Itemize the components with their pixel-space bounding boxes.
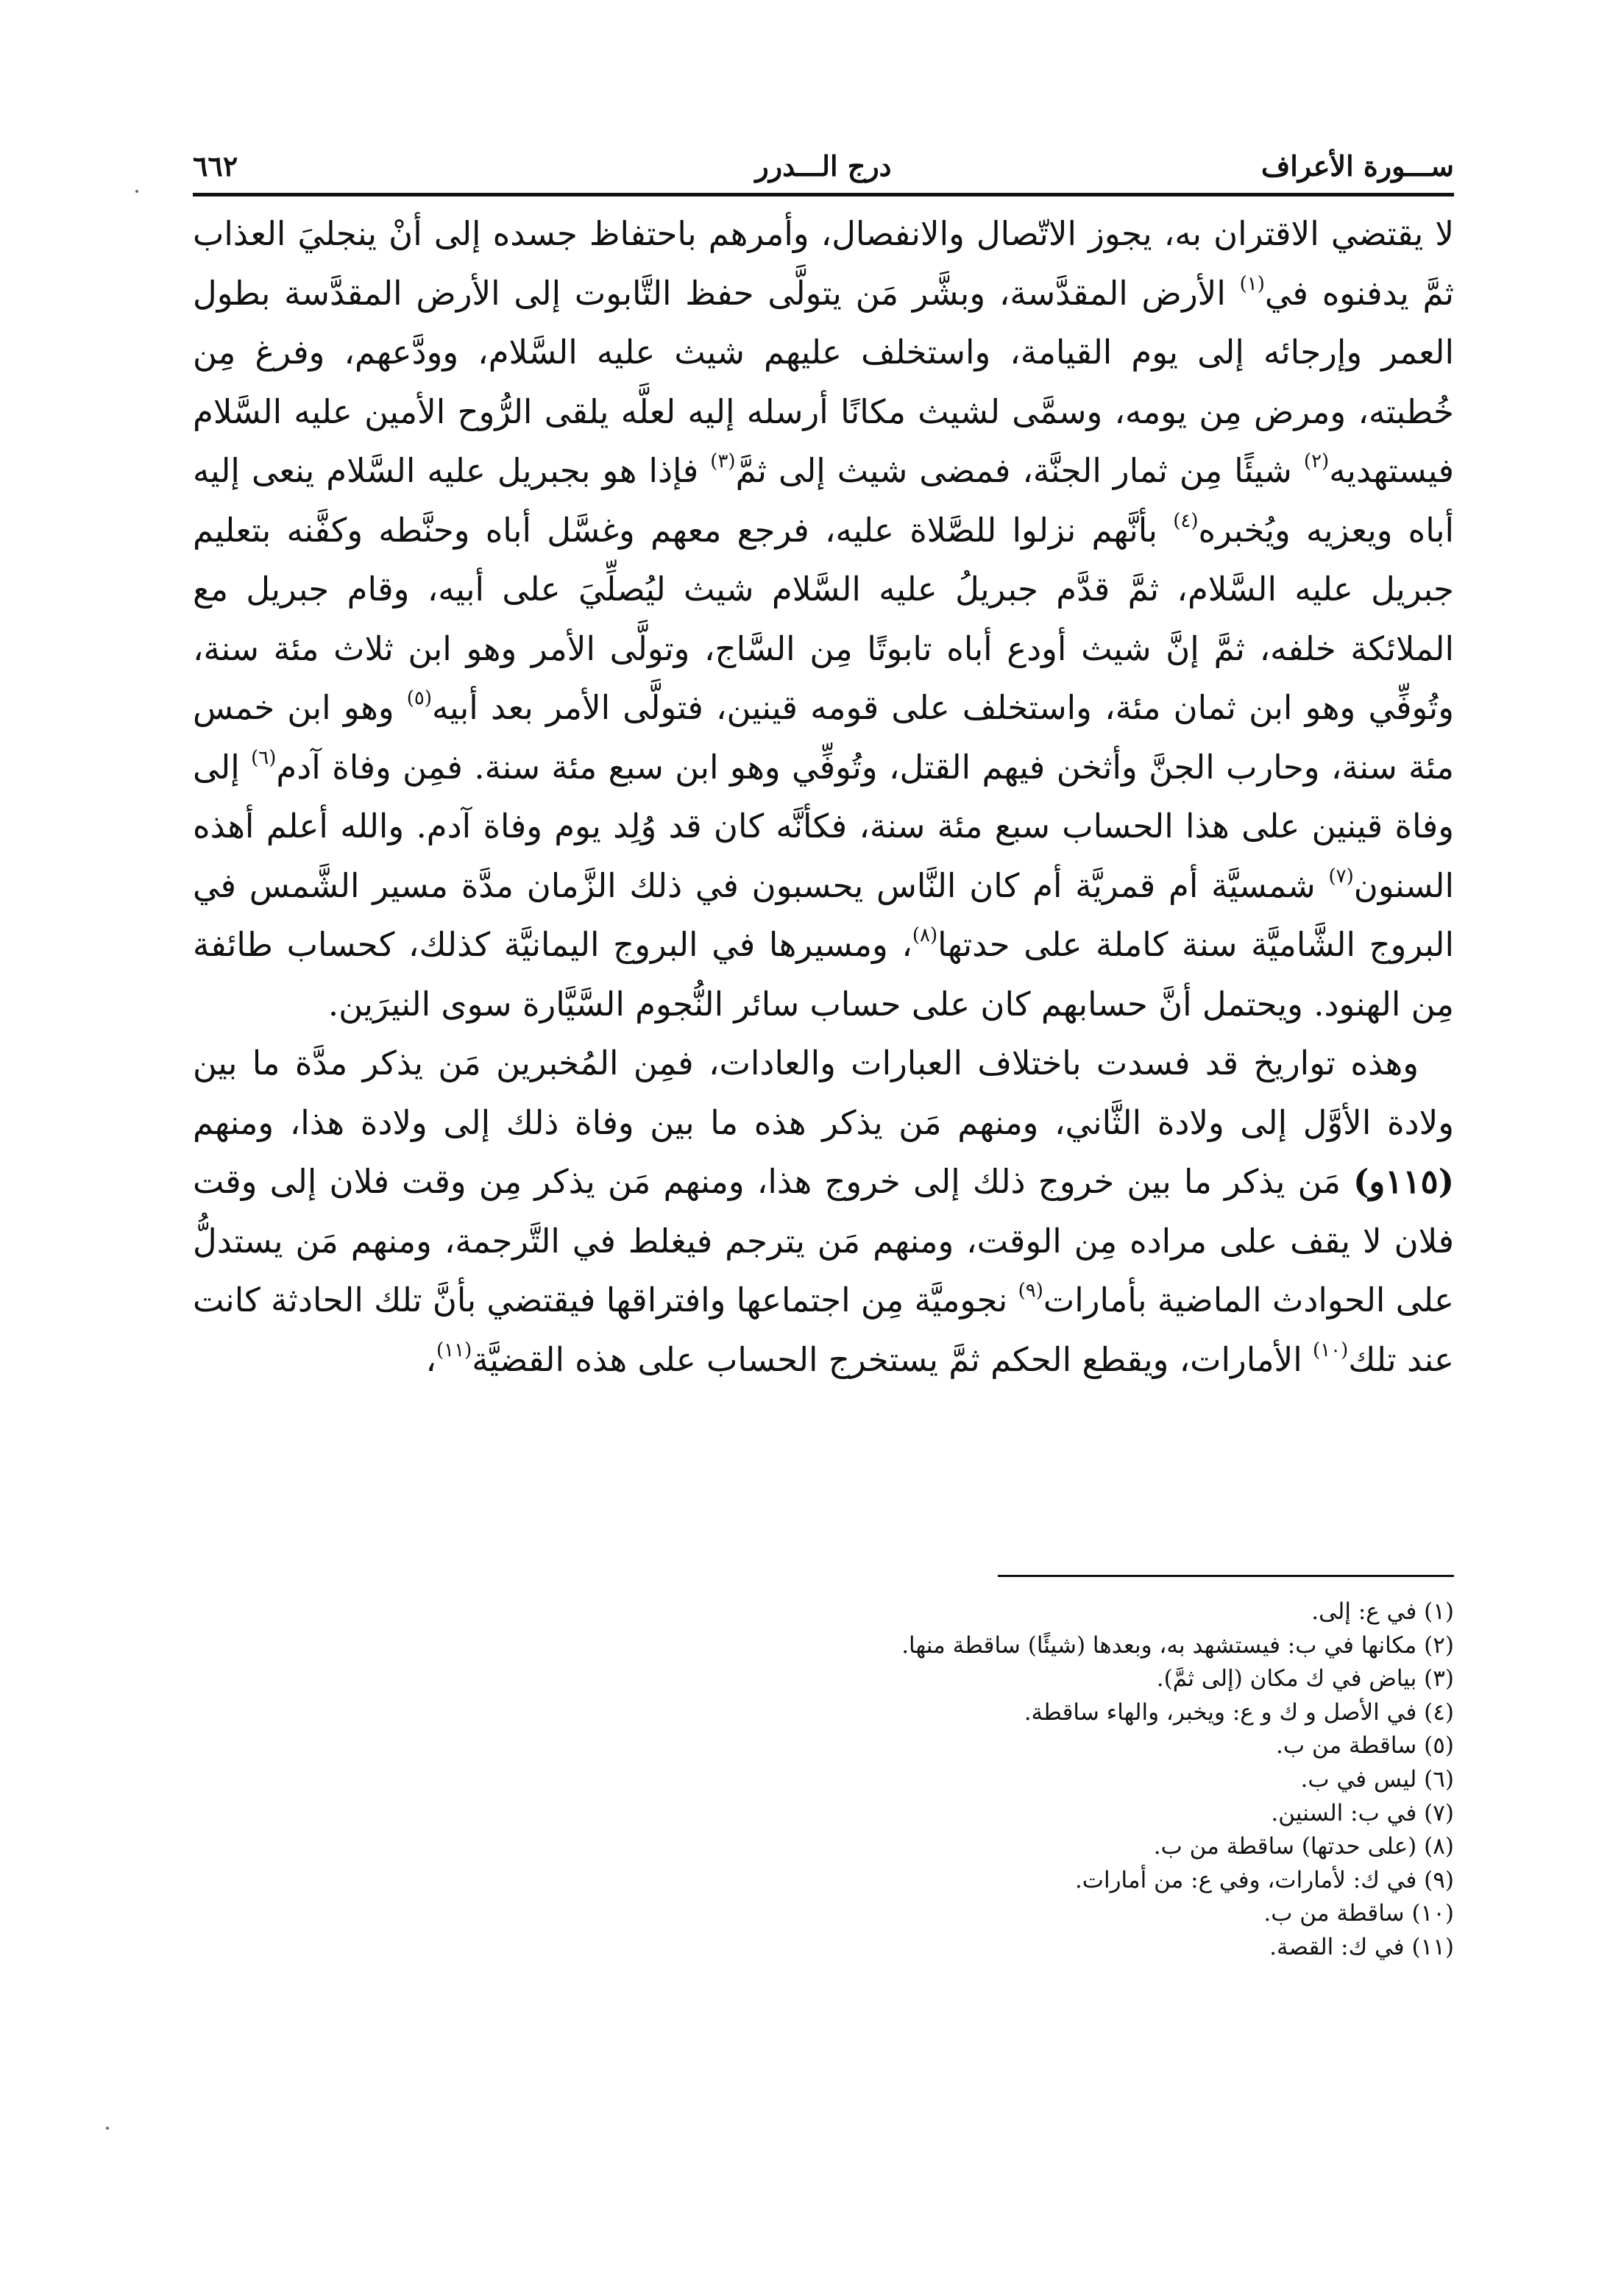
scan-speck xyxy=(106,2127,109,2130)
text-run: لا يقتضي الاقتران به، يجوز الاتّصال والانفصال، وأمرهم باحتفاظ جسده إلى أنْ ينجليَ العذاب ثمَّ يدفنوه في xyxy=(193,214,1454,313)
surah-title: ســـورة الأعراف xyxy=(1260,149,1454,183)
footnote-ref-5: (٥) xyxy=(406,687,433,709)
footnote-ref-1: (١) xyxy=(1239,272,1265,295)
footnote-ref-3: (٣) xyxy=(710,450,736,472)
footnotes xyxy=(193,1595,1454,1965)
footnote-ref-2: (٢) xyxy=(1303,450,1330,472)
footnote-3: (٣) بياض في ك مكان (إلى ثمَّ). xyxy=(1156,1665,1454,1693)
footnote-ref-9: (٩) xyxy=(1018,1280,1043,1302)
text-run: إلى وفاة قينين على هذا الحساب سبع مئة سنة، فكأنَّه كان قد وُلِد يوم وفاة آدم. والله أعلم أهذه السنون xyxy=(193,747,1454,905)
footnote-1: (١) في ع: إلى. xyxy=(1311,1598,1454,1625)
manuscript-folio-marker: (١١٥و) xyxy=(1353,1162,1454,1201)
text-run: وهو ابن خمس مئة سنة، وحارب الجنَّ وأثخن فيهم القتل، وتُوفِّي وهو ابن سبع مئة سنة. فمِن وفاة آدم xyxy=(193,688,1454,787)
footnote-5: (٥) ساقطة من ب. xyxy=(1276,1732,1454,1760)
footnote-10: (١٠) ساقطة من ب. xyxy=(1263,1900,1454,1927)
text-run: وهذه تواريخ قد فسدت باختلاف العبارات والعادات، فمِن المُخبرين مَن يذكر مدَّة ما بين ولادة الأوَّل إلى ولادة الثَّاني، ومنهم مَن يذكر هذه ما بين وفاة ذلك إلى ولادة هذا، ومنهم xyxy=(193,1044,1454,1142)
footnote-11: (١١) في ك: القصة. xyxy=(1269,1933,1454,1960)
book-title: درج الـــدرر xyxy=(755,149,892,183)
footnote-7: (٧) في ب: السنين. xyxy=(1271,1799,1454,1826)
text-run: شمسيَّة أم قمريَّة أم كان النَّاس يحسبون في ذلك الزَّمان مدَّة مسير الشَّمس في البروج الشَّاميَّة سنة كاملة على حدتها xyxy=(193,865,1454,964)
footnote-separator xyxy=(998,1575,1454,1577)
footnote-ref-8: (٨) xyxy=(912,924,938,946)
footnote-ref-7: (٧) xyxy=(1328,865,1354,887)
footnote-4: (٤) في الأصل و ك و ع: ويخبر، والهاء ساقطة. xyxy=(1024,1698,1454,1726)
header-rule xyxy=(193,193,1454,196)
text-run: ، xyxy=(425,1339,436,1379)
scan-speck xyxy=(135,190,138,193)
text-run: الأمارات، ويقطع الحكم ثمَّ يستخرج الحساب على هذه القضيَّة xyxy=(472,1339,1313,1379)
footnote-ref-4: (٤) xyxy=(1173,509,1199,532)
text-run: شيئًا مِن ثمار الجنَّة، فمضى شيث إلى ثمَّ xyxy=(735,451,1304,490)
footnote-6: (٦) ليس في ب. xyxy=(1300,1765,1454,1793)
paragraph-1 xyxy=(193,205,1454,1034)
footnote-ref-6: (٦) xyxy=(251,746,277,769)
running-header xyxy=(193,144,1454,188)
footnote-ref-11: (١١) xyxy=(436,1339,472,1361)
text-run: ، ومسيرها في البروج اليمانيَّة كذلك، كحساب طائفة مِن الهنود. ويحتمل أنَّ حسابهم كان على حساب سائر النُّجوم السَّيَّارة سوى النيرَين. xyxy=(193,925,1454,1024)
paragraph-2 xyxy=(193,1034,1454,1389)
footnote-2: (٢) مكانها في ب: فيستشهد به، وبعدها (شيئًا) ساقطة منها. xyxy=(901,1631,1454,1659)
text-run: مَن يذكر ما بين خروج ذلك إلى خروج هذا، ومنهم مَن يذكر مِن وقت فلان إلى وقت فلان لا يقف على مراده مِن الوقت، ومنهم مَن يترجم فيغلط في التَّرجمة، ومنهم مَن يستدلُّ على الحوادث الماضية بأمارات xyxy=(193,1162,1454,1319)
text-run: فإذا هو بجبريل عليه السَّلام ينعى إليه أباه ويعزيه ويُخبره xyxy=(193,451,1454,550)
page-number: ٦٦٢ xyxy=(193,149,238,183)
footnote-9: (٩) في ك: لأمارات، وفي ع: من أمارات. xyxy=(1074,1866,1454,1893)
text-run: بأنَّهم نزلوا للصَّلاة عليه، فرجع معهم وغسَّل أباه وحنَّطه وكفَّنه بتعليم جبريل عليه السَّلام، ثمَّ قدَّم جبريلُ عليه السَّلام شيث ليُصلِّيَ على أبيه، وقام جبريل مع الملائكة خلفه، ثمَّ إنَّ شيث أودع أباه تابوتًا مِن السَّاج، وتولَّى الأمر وهو ابن ثلاث مئة سنة، وتُوفِّي وهو ابن ثمان مئة، واستخلف على قومه قينين، فتولَّى الأمر بعد أبيه xyxy=(193,510,1454,727)
footnote-8: (٨) (على حدتها) ساقطة من ب. xyxy=(1153,1833,1454,1860)
footnote-ref-10: (١٠) xyxy=(1313,1339,1349,1361)
main-text xyxy=(193,205,1454,1389)
text-run: نجوميَّة مِن اجتماعها وافتراقها فيقتضي بأنَّ تلك الحادثة كانت عند تلك xyxy=(193,1280,1454,1379)
text-run: الأرض المقدَّسة، وبشَّر مَن يتولَّى حفظ التَّابوت إلى الأرض المقدَّسة بطول العمر وإرجائه إلى يوم القيامة، واستخلف عليهم شيث عليه السَّلام، وودَّعهم، وفرغ مِن خُطبته، ومرض مِن يومه، وسمَّى لشيث مكانًا أرسله إليه لعلَّه يلقى الرُّوح الأمين عليه السَّلام فيستهديه xyxy=(193,273,1455,490)
